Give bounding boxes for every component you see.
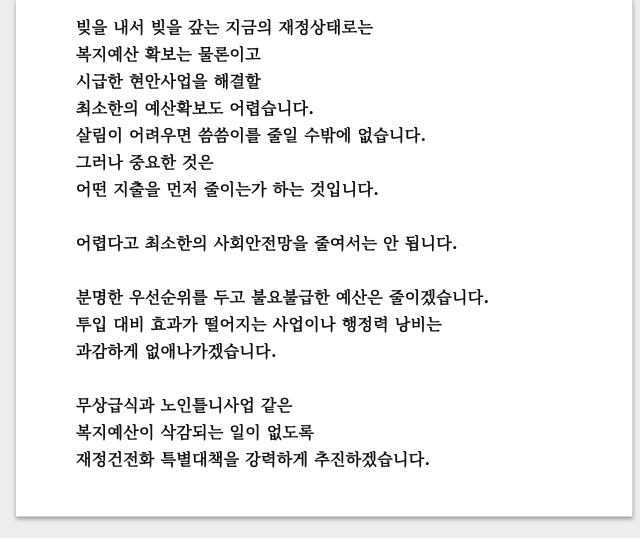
paragraph-3 xyxy=(76,284,616,365)
paragraph-1 xyxy=(76,14,616,203)
text-line: 무상급식과 노인틀니사업 같은 xyxy=(76,396,293,415)
text-line: 재정건전화 특별대책을 강력하게 추진하겠습니다. xyxy=(76,450,431,469)
text-line: 그러나 중요한 것은 xyxy=(76,153,214,172)
text-line: 살림이 어려우면 씀씀이를 줄일 수밖에 없습니다. xyxy=(76,126,427,145)
text-line: 투입 대비 효과가 떨어지는 사업이나 행정력 낭비는 xyxy=(76,315,443,334)
text-line: 어떤 지출을 먼저 줄이는가 하는 것입니다. xyxy=(76,180,380,199)
document-page xyxy=(16,0,633,517)
paragraph-2 xyxy=(76,230,616,257)
text-line: 어렵다고 최소한의 사회안전망을 줄여서는 안 됩니다. xyxy=(76,234,458,253)
text-line: 최소한의 예산확보도 어렵습니다. xyxy=(76,99,315,118)
document-body xyxy=(76,14,616,473)
text-line: 복지예산 확보는 물론이고 xyxy=(76,45,262,64)
text-line: 빚을 내서 빚을 갚는 지금의 재정상태로는 xyxy=(76,18,374,37)
text-line: 복지예산이 삭감되는 일이 없도록 xyxy=(76,423,315,442)
paragraph-spacer xyxy=(76,203,616,230)
paragraph-spacer xyxy=(76,365,616,392)
text-line: 과감하게 없애나가겠습니다. xyxy=(76,342,277,361)
text-line: 시급한 현안사업을 해결할 xyxy=(76,72,262,91)
paragraph-4 xyxy=(76,392,616,473)
paragraph-spacer xyxy=(76,257,616,284)
text-line: 분명한 우선순위를 두고 불요불급한 예산은 줄이겠습니다. xyxy=(76,288,490,307)
